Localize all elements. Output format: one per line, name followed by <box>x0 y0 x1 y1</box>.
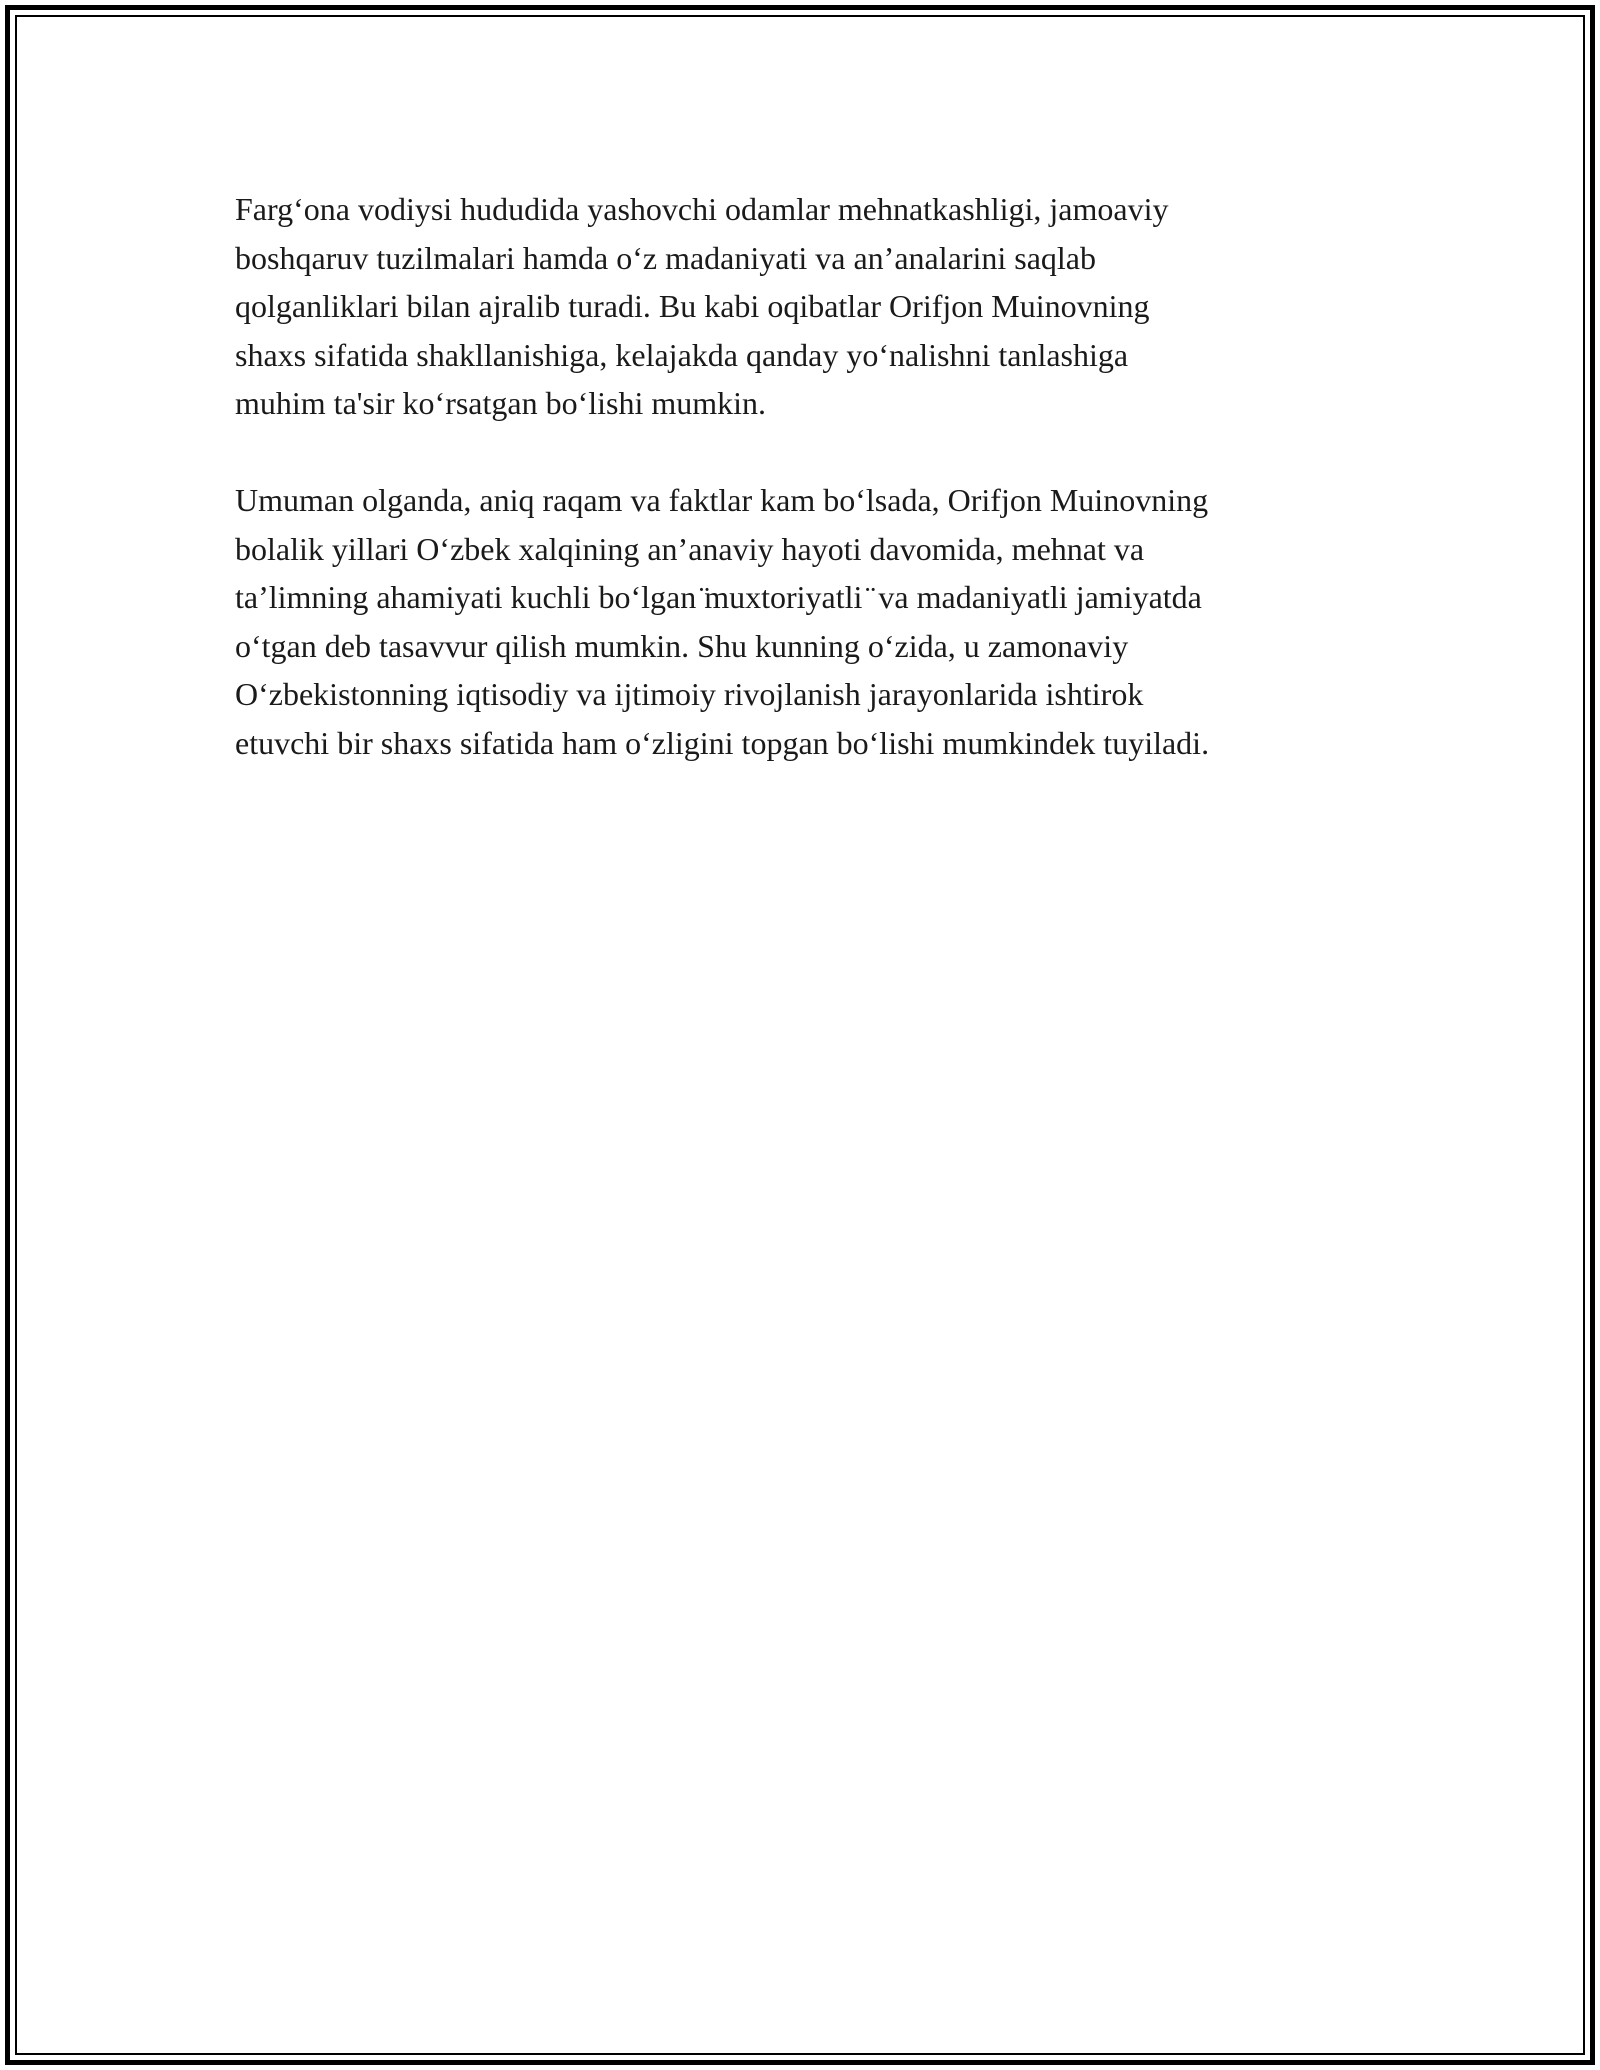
paragraph-2 <box>235 476 1395 767</box>
paragraph-line: bolalik yillari O‘zbek xalqining an’anaviy hayoti davomida, mehnat va <box>235 530 1145 567</box>
paragraph-line: muhim ta'sir ko‘rsatgan bo‘lishi mumkin. <box>235 385 767 421</box>
paragraph-line: Farg‘ona vodiysi hududida yashovchi odamlar mehnatkashligi, jamoaviy <box>235 191 1169 227</box>
paragraph-line: boshqaruv tuzilmalari hamda o‘z madaniyati va an’analarini saqlab <box>235 239 1096 276</box>
paragraph-line: shaxs sifatida shakllanishiga, kelajakda qanday yo‘nalishni tanlashiga <box>235 336 1129 373</box>
paragraph-line: qolganliklari bilan ajralib turadi. Bu kabi oqibatlar Orifjon Muinovning <box>235 288 1150 324</box>
paragraph-line: o‘tgan deb tasavvur qilish mumkin. Shu kunning o‘zida, u zamonaviy <box>235 627 1129 664</box>
paragraph-line: O‘zbekistonning iqtisodiy va ijtimoiy rivojlanish jarayonlarida ishtirok <box>235 676 1144 712</box>
paragraph-line: etuvchi bir shaxs sifatida ham o‘zligini topgan bo‘lishi mumkindek tuyiladi. <box>235 724 1210 761</box>
paragraph-1 <box>235 185 1395 428</box>
paragraph-line: ta’limning ahamiyati kuchli bo‘lgan ̈muxtoriyatli ̈ va madaniyatli jamiyatda <box>235 579 1202 615</box>
paragraph-line: Umuman olganda, aniq raqam va faktlar kam bo‘lsada, Orifjon Muinovning <box>235 482 1209 518</box>
document-body <box>235 185 1395 816</box>
